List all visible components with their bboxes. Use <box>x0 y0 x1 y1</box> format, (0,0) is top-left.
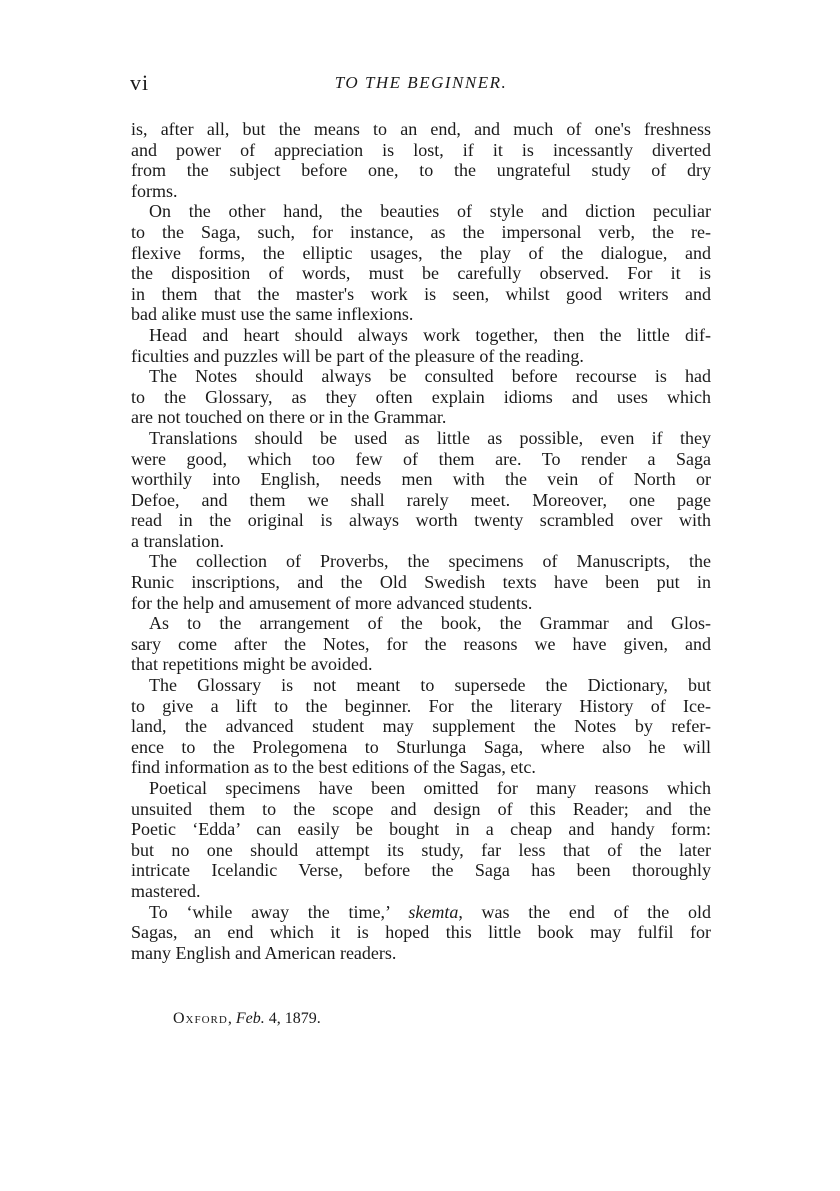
page-number: vi <box>130 70 150 95</box>
text-line: were good, which too few of them are. To render a Saga <box>131 448 711 469</box>
paragraph <box>131 366 711 428</box>
text-line: from the subject before one, to the ungrateful study of dry <box>131 160 711 181</box>
text-line: is, after all, but the means to an end, and much of one's freshness <box>131 119 711 139</box>
text-line: worthily into English, needs men with the vein of North or <box>131 469 711 490</box>
text-line: read in the original is always worth twenty scrambled over with <box>131 510 711 531</box>
text-line: Sagas, an end which it is hoped this little book may fulfil for <box>131 922 711 943</box>
text-line: in them that the master's work is seen, whilst good writers and <box>131 283 711 304</box>
paragraph <box>131 325 711 366</box>
text-line: Head and heart should always work together, then the little dif- <box>149 324 711 345</box>
text-line: intricate Icelandic Verse, before the Saga has been thoroughly <box>131 860 711 881</box>
signature-separator: , <box>227 1010 236 1027</box>
final-paragraph <box>131 902 711 964</box>
text-line: to give a lift to the beginner. For the literary History of Ice- <box>131 695 711 716</box>
paragraph <box>131 613 711 675</box>
text-line: Poetical specimens have been omitted for many reasons which <box>149 778 711 798</box>
text-line: ficulties and puzzles will be part of the pleasure of the reading. <box>131 345 584 366</box>
text-line: land, the advanced student may supplement the Notes by refer- <box>131 716 711 737</box>
final-line-pre: To ‘while away the time,’ <box>149 901 409 922</box>
text-line: are not touched on there or in the Grammar. <box>131 407 447 428</box>
text-line: find information as to the best editions of the Sagas, etc. <box>131 757 536 778</box>
italic-word: skemta <box>408 901 459 922</box>
text-line: The Notes should always be consulted before recourse is had <box>149 366 711 387</box>
final-line-post: , was the end of the old <box>458 901 711 922</box>
text-line: Poetic ‘Edda’ can easily be bought in a cheap and handy form: <box>131 819 711 840</box>
paragraph <box>131 778 711 902</box>
text-line: forms. <box>131 180 178 201</box>
signature-place: Oxford <box>173 1010 228 1027</box>
body-text <box>131 119 711 963</box>
text-line: that repetitions might be avoided. <box>131 654 373 675</box>
text-line: a translation. <box>131 530 224 551</box>
text-line: and power of appreciation is lost, if it is incessantly diverted <box>131 139 711 160</box>
text-line <box>131 902 711 923</box>
text-line: to the Glossary, as they often explain idioms and uses which <box>131 386 711 407</box>
text-line: to the Saga, such, for instance, as the impersonal verb, the re- <box>131 221 711 242</box>
text-line: the disposition of words, must be carefully observed. For it is <box>131 263 711 284</box>
running-title: TO THE BEGINNER. <box>334 73 508 92</box>
text-line: Runic inscriptions, and the Old Swedish texts have been put in <box>131 572 711 593</box>
signature-month: Feb. <box>235 1010 265 1027</box>
text-line: bad alike must use the same inflexions. <box>131 304 414 325</box>
paragraph <box>131 428 711 552</box>
text-line: but no one should attempt its study, far less that of the later <box>131 839 711 860</box>
text-line: mastered. <box>131 880 201 901</box>
text-line: On the other hand, the beauties of style and diction peculiar <box>149 201 711 222</box>
text-line: The collection of Proverbs, the specimens of Manuscripts, the <box>149 551 711 572</box>
text-line: As to the arrangement of the book, the Grammar and Glos- <box>149 613 711 634</box>
paragraph <box>131 675 711 778</box>
paragraph <box>131 201 711 325</box>
text-line: The Glossary is not meant to supersede the Dictionary, but <box>149 675 711 696</box>
text-line: for the help and amusement of more advanced students. <box>131 592 533 613</box>
paragraph <box>131 551 711 613</box>
text-line: sary come after the Notes, for the reasons we have given, and <box>131 633 711 654</box>
paragraph <box>131 119 711 201</box>
text-line: Defoe, and them we shall rarely meet. Moreover, one page <box>131 489 711 510</box>
signature-line <box>173 1010 321 1028</box>
text-line: many English and American readers. <box>131 942 397 963</box>
signature-date: 4, 1879. <box>264 1010 321 1027</box>
text-line: Translations should be used as little as possible, even if they <box>149 427 711 448</box>
text-line: unsuited them to the scope and design of this Reader; and the <box>131 798 711 819</box>
page-header <box>130 70 712 104</box>
text-line: flexive forms, the elliptic usages, the play of the dialogue, and <box>131 242 711 263</box>
text-line: ence to the Prolegomena to Sturlunga Saga, where also he will <box>131 736 711 757</box>
